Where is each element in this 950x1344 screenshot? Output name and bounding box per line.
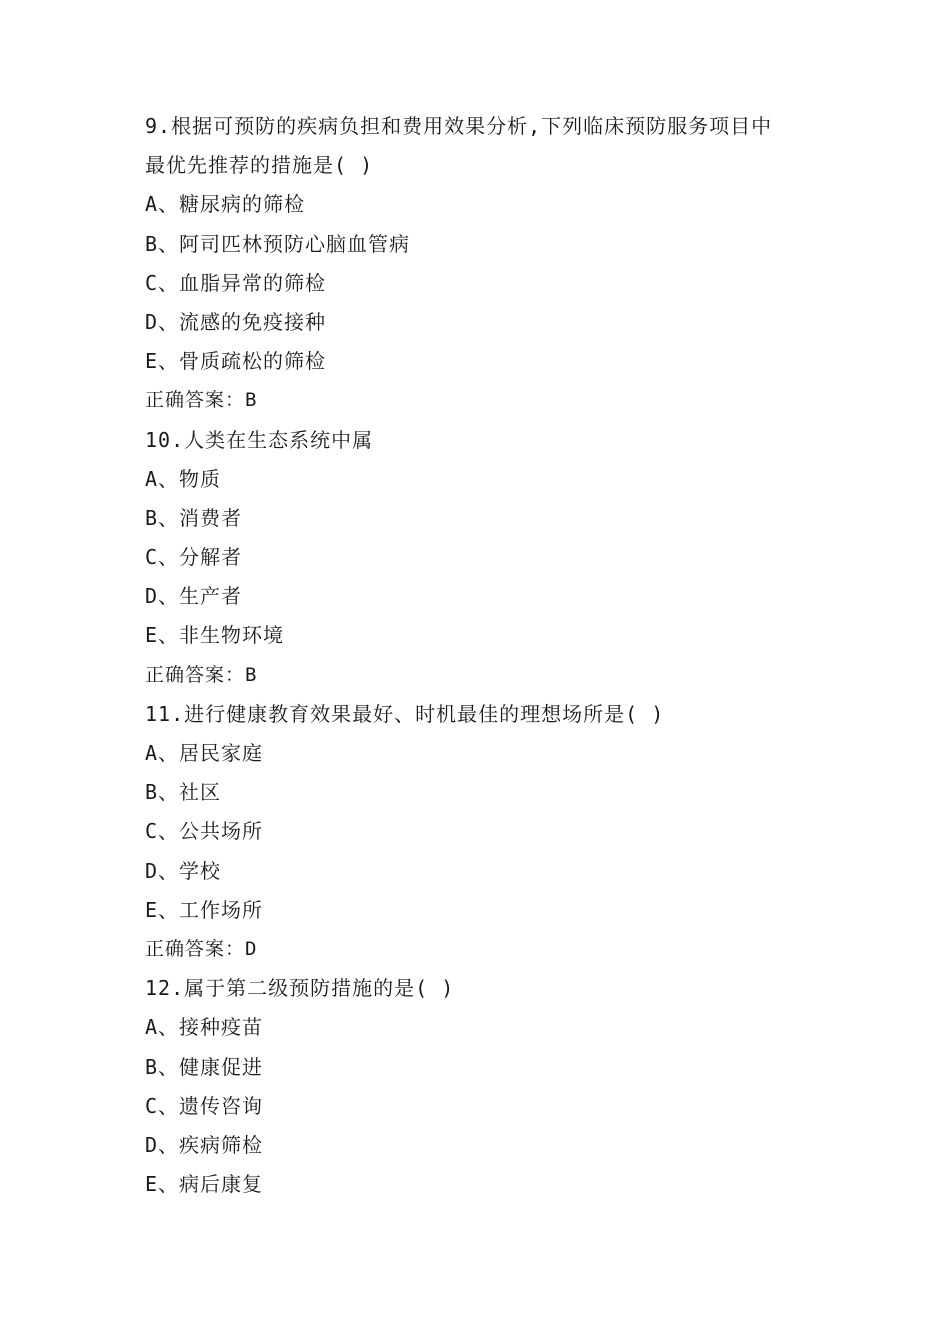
option-a: A、物质 [145,466,222,491]
question-11 [145,695,825,969]
correct-answer: 正确答案：D [145,937,258,960]
question-9 [145,107,825,421]
question-stem: 12.属于第二级预防措施的是( ) [145,976,455,1001]
question-10 [145,421,825,695]
question-stem: 10.人类在生态系统中属 [145,427,374,452]
option-d: D、疾病筛检 [145,1132,264,1157]
question-12 [145,969,825,1204]
option-d: D、生产者 [145,584,243,609]
option-b: B、消费者 [145,505,243,530]
question-list [145,107,825,1204]
correct-answer: 正确答案：B [145,389,258,412]
option-c: C、遗传咨询 [145,1093,264,1118]
option-c: C、公共场所 [145,819,264,844]
question-stem-continued: 最优先推荐的措施是( ) [145,153,374,178]
option-a: A、居民家庭 [145,741,264,765]
option-e: E、骨质疏松的筛检 [145,349,327,374]
option-e: E、非生物环境 [145,623,285,648]
option-b: B、社区 [145,780,222,805]
option-b: B、阿司匹林预防心脑血管病 [145,231,411,256]
correct-answer: 正确答案：B [145,663,258,686]
option-c: C、血脂异常的筛检 [145,270,327,295]
option-d: D、学校 [145,858,222,883]
option-a: A、糖尿病的筛检 [145,192,306,217]
option-e: E、病后康复 [145,1172,264,1197]
question-stem: 11.进行健康教育效果最好、时机最佳的理想场所是( ) [145,701,665,726]
option-b: B、健康促进 [145,1054,264,1079]
option-e: E、工作场所 [145,897,264,922]
option-c: C、分解者 [145,545,243,570]
question-stem: 9.根据可预防的疾病负担和费用效果分析,下列临床预防服务项目中 [145,114,773,138]
option-d: D、流感的免疫接种 [145,309,327,334]
option-a: A、接种疫苗 [145,1015,264,1040]
